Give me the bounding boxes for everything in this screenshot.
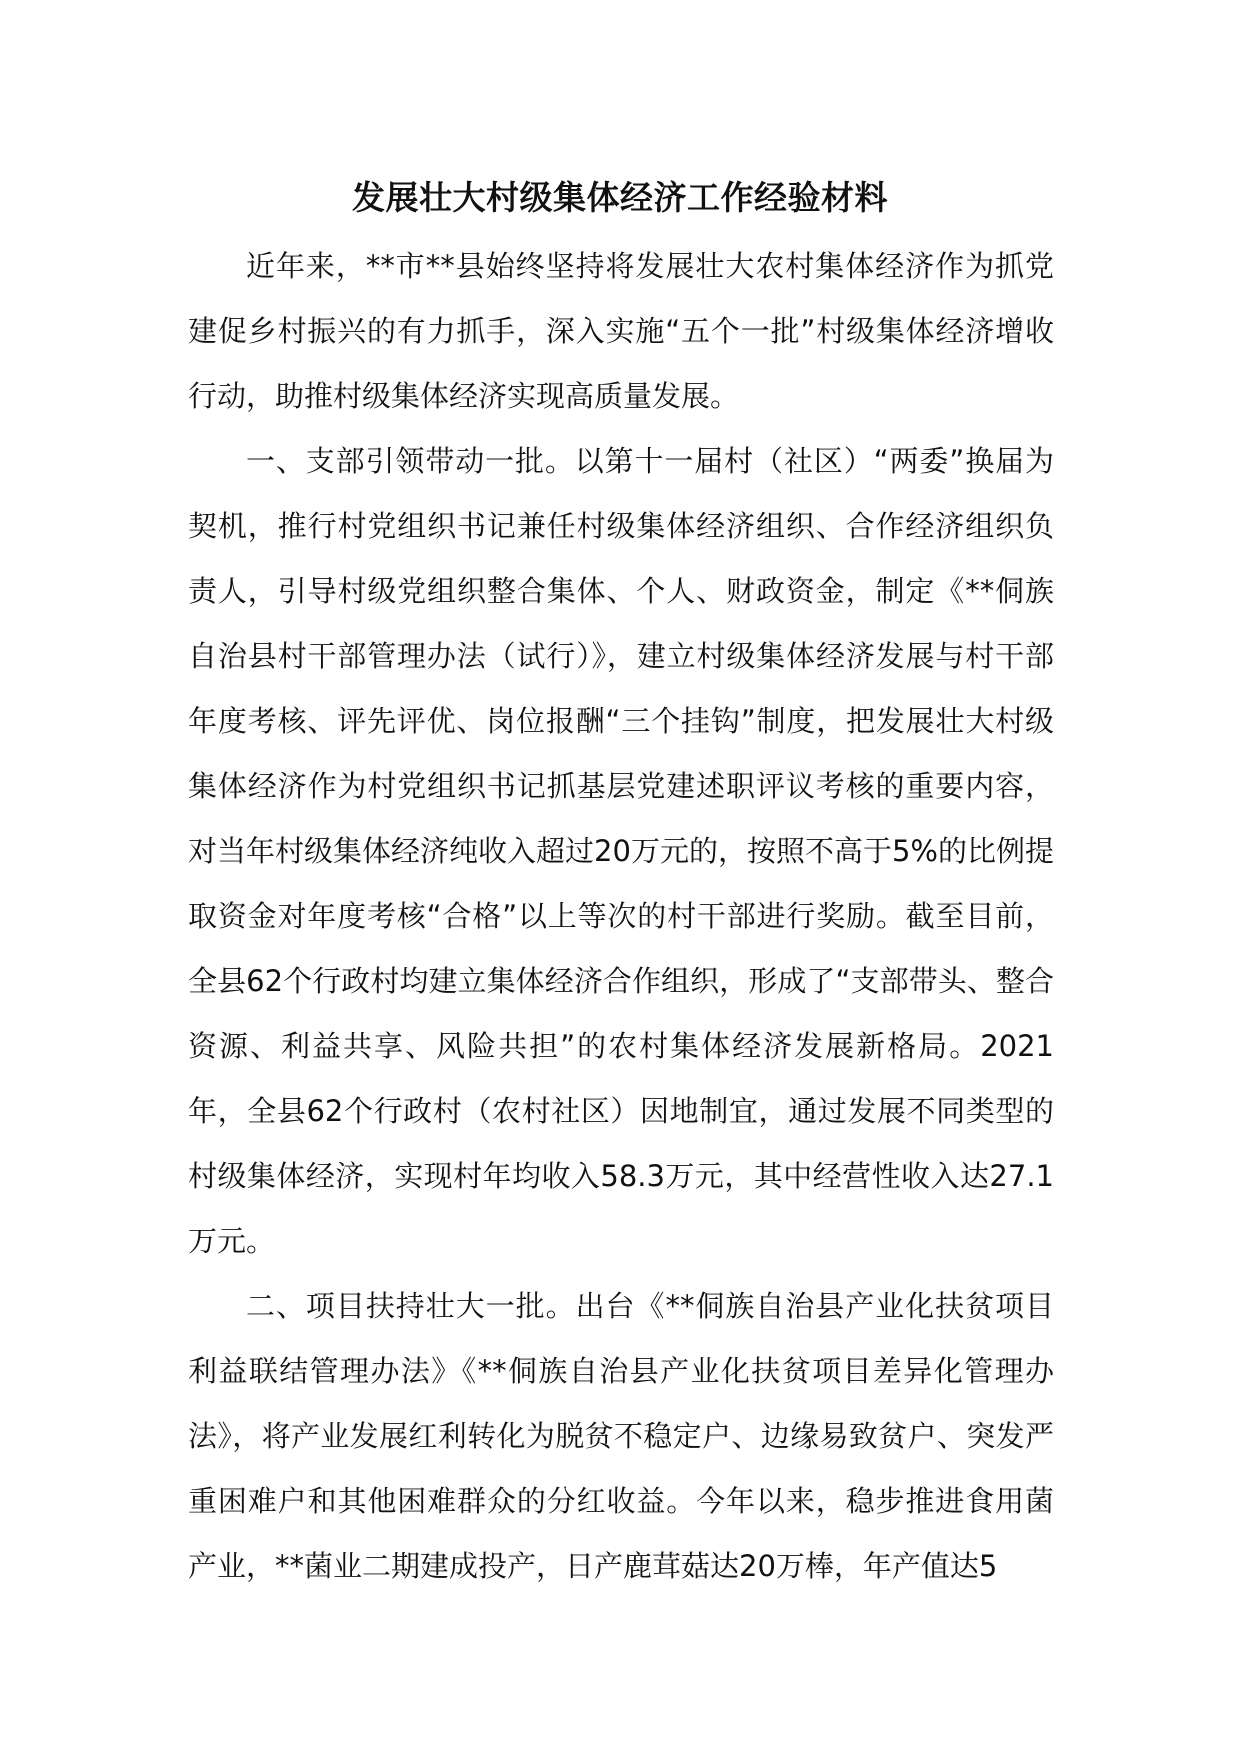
paragraph-intro: 近年来，**市**县始终坚持将发展壮大农村集体经济作为抓党建促乡村振兴的有力抓手，深入实施“五个一批”村级集体经济增收行动，助推村级集体经济实现高质量发展。: [188, 249, 1054, 413]
document-title: 发展壮大村级集体经济工作经验材料: [352, 178, 888, 217]
document-body: [188, 234, 1054, 1599]
paragraph-section-2: 二、项目扶持壮大一批。出台《**侗族自治县产业化扶贫项目利益联结管理办法》《**侗族自治县产业化扶贫项目差异化管理办法》，将产业发展红利转化为脱贫不稳定户、边缘易致贫户、突发严重困难户和其他困难群众的分红收益。今年以来，稳步推进食用菌产业，**菌业二期建成投产，日产鹿茸菇达20万棒，年产值达5: [188, 1289, 1054, 1583]
paragraph-section-1: 一、支部引领带动一批。以第十一届村（社区）“两委”换届为契机，推行村党组织书记兼任村级集体经济组织、合作经济组织负责人，引导村级党组织整合集体、个人、财政资金，制定《**侗族自治县村干部管理办法（试行）》，建立村级集体经济发展与村干部年度考核、评先评优、岗位报酬“三个挂钩”制度，把发展壮大村级集体经济作为村党组织书记抓基层党建述职评议考核的重要内容，对当年村级集体经济纯收入超过20万元的，按照不高于5%的比例提取资金对年度考核“合格”以上等次的村干部进行奖励。截至目前，全县62个行政村均建立集体经济合作组织，形成了“支部带头、整合资源、利益共享、风险共担”的农村集体经济发展新格局。2021年，全县62个行政村（农村社区）因地制宜，通过发展不同类型的村级集体经济，实现村年均收入58.3万元，其中经营性收入达27.1万元。: [188, 444, 1054, 1258]
